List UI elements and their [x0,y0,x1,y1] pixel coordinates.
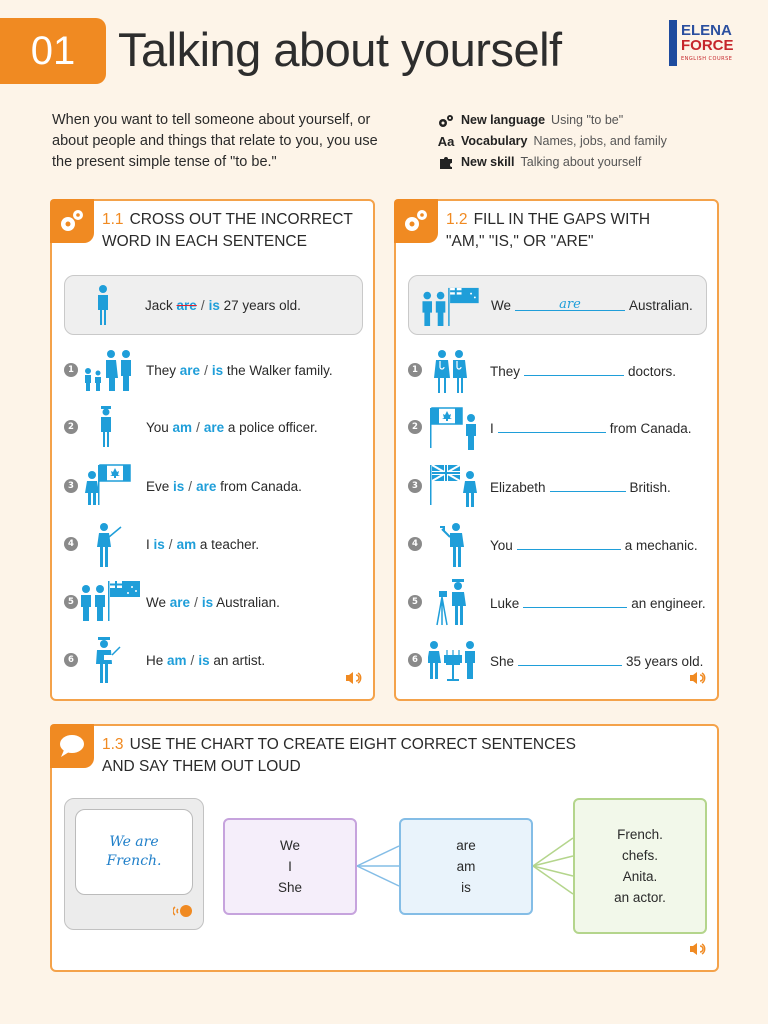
option-b[interactable]: are [196,479,217,494]
exercise-title-line1: CROSS OUT THE INCORRECT [129,211,353,228]
verb-option: is [461,880,471,895]
list-item [396,579,717,625]
item-number: 6 [408,653,422,667]
sentence-start: They [146,363,177,378]
sentence-end: the Walker family. [226,363,333,378]
option-b[interactable]: am [176,537,197,552]
sentence [490,653,703,669]
sentence-end: an engineer. [631,596,706,611]
exercise-1-1-panel [50,199,375,701]
list-item [396,463,717,509]
verb-option: are [456,838,476,853]
sentence: We are / is Australian. [146,595,280,610]
sentence-start: I [490,421,494,436]
page-title: Talking about yourself [118,23,562,76]
logo-line1: ELENA [681,22,732,39]
item-number: 6 [64,653,78,667]
meta-label: Vocabulary [461,134,528,148]
sentence-end: a police officer. [227,420,318,435]
item-number: 3 [64,479,78,493]
list-item [52,349,373,395]
sentence-start: She [490,654,515,669]
answer-gap[interactable] [518,653,622,666]
brand-logo [667,18,735,74]
family-icon [82,349,134,391]
option-a[interactable]: am [167,653,187,668]
sentence: They are / is the Walker family. [146,363,333,378]
list-item [396,349,717,395]
verb-column [399,818,533,915]
sentence-end: 35 years old. [626,654,704,669]
answer-gap[interactable] [523,595,627,608]
sentence-start: Eve [146,479,170,494]
complement-option: chefs. [621,848,659,863]
speech-line1: We are [109,834,159,850]
exercise-title-line1: FILL IN THE GAPS WITH [473,211,651,228]
meta-row-skill [437,152,757,173]
option-a[interactable]: are [179,363,201,378]
list-item [52,463,373,509]
aa-icon: Aa [437,134,455,149]
item-number: 5 [408,595,422,609]
gear-icon [394,199,438,243]
item-number: 3 [408,479,422,493]
option-a[interactable]: is [173,479,185,494]
gear-icon [50,199,94,243]
correct-option[interactable]: is [208,298,220,313]
list-item [396,637,717,683]
meta-row-language [437,110,757,131]
meta-label: New language [461,113,546,127]
answer-gap[interactable] [515,298,625,311]
item-number: 4 [408,537,422,551]
exercise-number: 1.1 [102,211,124,228]
sentence [490,537,698,553]
sentence-end: a mechanic. [624,538,698,553]
unit-number: 01 [0,18,106,84]
sentence-end: British. [629,480,671,495]
list-item [396,406,717,452]
speech-line2: French. [106,853,162,869]
birthday-cake-people-icon [428,637,478,683]
answer-gap[interactable] [550,479,626,492]
exercise-title [446,209,650,253]
sentence-start: He [146,653,164,668]
sentence: I is / am a teacher. [146,537,260,552]
answer-gap[interactable] [517,537,621,550]
canada-flag-man-icon [428,406,480,450]
item-number: 5 [64,595,78,609]
meta-value: Using "to be" [551,113,624,127]
police-officer-icon [98,406,114,448]
example-sentence: Jack are / is 27 years old. [145,298,301,313]
exercise-title-line2: AND SAY THEM OUT LOUD [102,758,301,775]
subject-option: I [288,859,292,874]
sentence-start: I [146,537,150,552]
engineer-icon [436,579,470,627]
intro-text: When you want to tell someone about yourself, or about people and things that relate to you, you use the present simple tense of "to be." [52,112,378,170]
woman-canada-flag-icon [84,463,134,505]
page-header [0,18,768,90]
artist-icon [94,637,124,685]
sentence-end: Australian. [216,595,280,610]
sentence-end: 27 years old. [223,298,301,313]
sentence-end: doctors. [628,364,677,379]
man-icon [95,284,111,326]
list-item [52,579,373,625]
logo-bar [669,20,677,66]
sentence-start: Elizabeth [490,480,546,495]
sentence [490,595,706,611]
sentence-end: from Canada. [609,421,692,436]
exercise-number: 1.2 [446,211,468,228]
sentence [490,479,671,495]
option-a[interactable]: are [169,595,191,610]
logo-line2: FORCE [681,37,734,54]
meta-label: New skill [461,155,515,169]
subject-option: We [279,838,300,853]
item-number: 1 [64,363,78,377]
audio-icon[interactable] [689,671,707,689]
list-item [396,521,717,567]
sentence-start: Luke [490,596,520,611]
sentence-start: You [490,538,513,553]
subject-option: She [277,880,303,895]
sentence: You am / are a police officer. [146,420,318,435]
exercise-1-2-panel [394,199,719,701]
option-b[interactable]: is [198,653,210,668]
exercise-title-line2: WORD IN EACH SENTENCE [102,233,307,250]
sentence [490,363,676,379]
uk-flag-woman-icon [428,463,478,507]
sentence-end: Australian. [629,298,693,313]
complement-option: Anita. [622,869,658,884]
option-b[interactable]: are [203,420,225,435]
answer-gap[interactable] [524,363,624,376]
meta-row-vocabulary [437,131,757,152]
sentence-start: Jack [145,298,173,313]
answer-gap[interactable] [498,420,606,433]
subject-column [223,818,357,915]
example-box [408,275,707,335]
sentence-start: They [490,364,521,379]
audio-icon[interactable] [689,942,707,960]
exercise-number: 1.3 [102,736,124,753]
exercise-title [102,209,353,253]
people-australia-flag-icon [421,286,483,326]
sentence: Eve is / are from Canada. [146,479,302,494]
teacher-icon [94,521,124,569]
complement-column [573,798,707,934]
sentence-end: from Canada. [220,479,302,494]
item-number: 4 [64,537,78,551]
list-item [52,521,373,567]
complement-option: an actor. [614,890,666,905]
example-sentence [491,298,693,313]
item-number: 2 [64,420,78,434]
sentence-end: an artist. [213,653,266,668]
complement-option: French. [617,827,663,842]
exercise-1-3-panel [50,724,719,972]
sentence [490,420,692,436]
gears-icon [437,114,455,128]
verb-option: am [456,859,476,874]
list-item [52,637,373,683]
option-b[interactable]: is [211,363,224,378]
doctors-icon [434,349,468,393]
sentence-start: You [146,420,169,435]
sentence-start: We [146,595,167,610]
mechanic-icon [438,521,468,569]
option-a[interactable]: am [172,420,193,435]
exercise-title-line1: USE THE CHART TO CREATE EIGHT CORRECT SENTENCES [129,736,576,753]
item-number: 1 [408,363,422,377]
item-number: 2 [408,420,422,434]
logo-line3: ENGLISH COURSE [681,56,733,62]
puzzle-icon [437,155,455,170]
lesson-meta [437,110,757,173]
sentence-start: We [491,298,512,313]
meta-value: Names, jobs, and family [533,134,667,148]
sentence: He am / is an artist. [146,653,266,668]
exercise-title-line2: "AM," "IS," OR "ARE" [446,233,594,250]
struck-option[interactable]: are [176,298,197,313]
option-b[interactable]: is [201,595,214,610]
list-item [52,406,373,452]
meta-value: Talking about yourself [520,155,642,169]
example-box [64,275,363,335]
people-australia-flag-icon [80,579,144,621]
example-answer: are [559,297,581,312]
sentence-end: a teacher. [199,537,260,552]
audio-icon[interactable] [345,671,363,689]
option-a[interactable]: is [153,537,165,552]
